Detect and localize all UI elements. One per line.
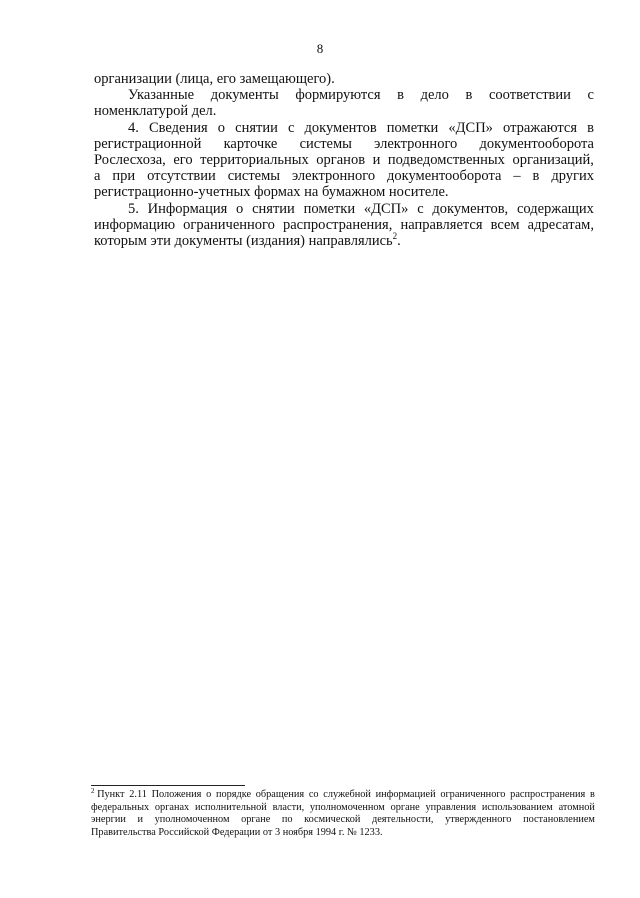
- word: документов: [304, 119, 377, 136]
- word: использованием: [481, 801, 553, 813]
- word: постановлением: [523, 814, 595, 826]
- text-line: которым эти документы (издания) направлялись$^2$.: [94, 230, 401, 249]
- word: служебной: [323, 789, 371, 800]
- word: снятии: [235, 119, 278, 136]
- word: документы: [210, 87, 279, 104]
- word: Указанные: [128, 87, 195, 104]
- text-line: регистрационно-учетных формах на бумажном носителе.: [94, 184, 449, 201]
- text-line: [94, 201, 594, 217]
- word: отсутствии: [147, 168, 216, 185]
- word: утвержденного: [445, 814, 512, 826]
- text-line: [94, 120, 594, 136]
- word: электронного: [291, 168, 376, 185]
- word: и: [372, 151, 381, 168]
- word: пометки: [386, 119, 439, 136]
- word: управления: [425, 801, 477, 813]
- word: Информация: [147, 200, 228, 217]
- paragraph: [94, 201, 594, 250]
- page-number: 8: [316, 41, 324, 56]
- word: космической: [304, 814, 361, 826]
- word: органе: [241, 814, 271, 826]
- word: территориальных: [200, 151, 309, 168]
- word: карточке: [223, 135, 278, 152]
- word: информацию: [94, 216, 176, 233]
- word: всем: [490, 216, 520, 233]
- word: федеральных: [91, 801, 150, 813]
- word: системы: [227, 168, 281, 185]
- word: 5.: [128, 200, 139, 217]
- word: порядке: [215, 789, 252, 800]
- paragraph: [94, 71, 594, 87]
- text-line: [94, 87, 594, 103]
- footnote-marker: $^2$ Пункт: [91, 787, 125, 800]
- word: ограниченного: [440, 789, 506, 800]
- word: 4.: [128, 119, 139, 136]
- word: в: [397, 87, 404, 104]
- paragraph: [94, 87, 594, 119]
- word: адресатам,: [527, 216, 594, 233]
- word: распространения: [510, 789, 586, 800]
- word: регистрационной: [94, 135, 202, 152]
- footnote-line: [91, 789, 595, 802]
- word: снятии: [252, 200, 295, 217]
- word: власти,: [272, 801, 305, 813]
- body-text: [94, 71, 594, 249]
- word: отражаются: [503, 119, 578, 136]
- word: уполномоченном: [154, 814, 230, 826]
- word: со: [308, 789, 319, 800]
- word: документооборота: [479, 135, 594, 152]
- word: и: [137, 814, 144, 826]
- word: по: [281, 814, 293, 826]
- word: деятельности,: [371, 814, 434, 826]
- text-line: [94, 217, 594, 233]
- word: его: [173, 151, 193, 168]
- word: Сведения: [148, 119, 208, 136]
- text-line: организации (лица, его замещающего).: [94, 71, 335, 87]
- word: органах: [154, 801, 190, 813]
- word: атомной: [558, 801, 595, 813]
- text-line: [94, 152, 594, 168]
- word: при: [112, 168, 136, 185]
- word: других: [551, 168, 594, 185]
- footnote-separator: [91, 785, 245, 786]
- footnote: [91, 789, 595, 839]
- word: подведомственных: [387, 151, 505, 168]
- word: распространения,: [282, 216, 393, 233]
- word: с: [587, 87, 594, 104]
- word: ограниченного: [183, 216, 275, 233]
- word: электронного: [374, 135, 458, 152]
- word: «ДСП»: [448, 119, 493, 136]
- word: соответствии: [488, 87, 571, 104]
- word: уполномоченном: [309, 801, 385, 813]
- text-line: [94, 136, 594, 152]
- paragraph: [94, 120, 594, 201]
- word: обращения: [255, 789, 305, 800]
- word: о: [206, 789, 212, 800]
- word: с: [417, 200, 424, 217]
- word: документов,: [432, 200, 509, 217]
- word: исполнительной: [194, 801, 267, 813]
- word: в: [532, 168, 540, 185]
- word: в: [587, 119, 594, 136]
- word: энергии: [91, 814, 126, 826]
- word: Положения: [151, 789, 202, 800]
- word: а: [94, 168, 101, 185]
- word: о: [236, 200, 244, 217]
- word: формируются: [295, 87, 381, 104]
- word: 2.11: [129, 789, 147, 800]
- word: системы: [299, 135, 352, 152]
- word: Рослесхоза,: [94, 151, 166, 168]
- footnote-line: [91, 802, 595, 815]
- text-line: номенклатурой дел.: [94, 103, 217, 120]
- footnote-line: [91, 814, 595, 827]
- word: «ДСП»: [363, 200, 409, 217]
- word: пометки: [303, 200, 356, 217]
- word: направляется: [400, 216, 483, 233]
- word: организаций,: [512, 151, 594, 168]
- word: документооборота: [387, 168, 502, 185]
- word: в: [589, 789, 595, 800]
- word: о: [217, 119, 226, 136]
- word: –: [513, 168, 521, 185]
- word: в: [465, 87, 473, 104]
- word: содержащих: [516, 200, 594, 217]
- word: с: [287, 119, 295, 136]
- text-line: [94, 168, 594, 184]
- footnote-line: Правительства Российской Федерации от 3 ноября 1994 г. № 1233.: [91, 826, 383, 838]
- word: органов: [316, 151, 366, 168]
- word: информацией: [375, 789, 436, 800]
- word: органе: [390, 801, 420, 813]
- word: дело: [420, 87, 449, 104]
- footnote-reference[interactable]: 2: [392, 230, 398, 241]
